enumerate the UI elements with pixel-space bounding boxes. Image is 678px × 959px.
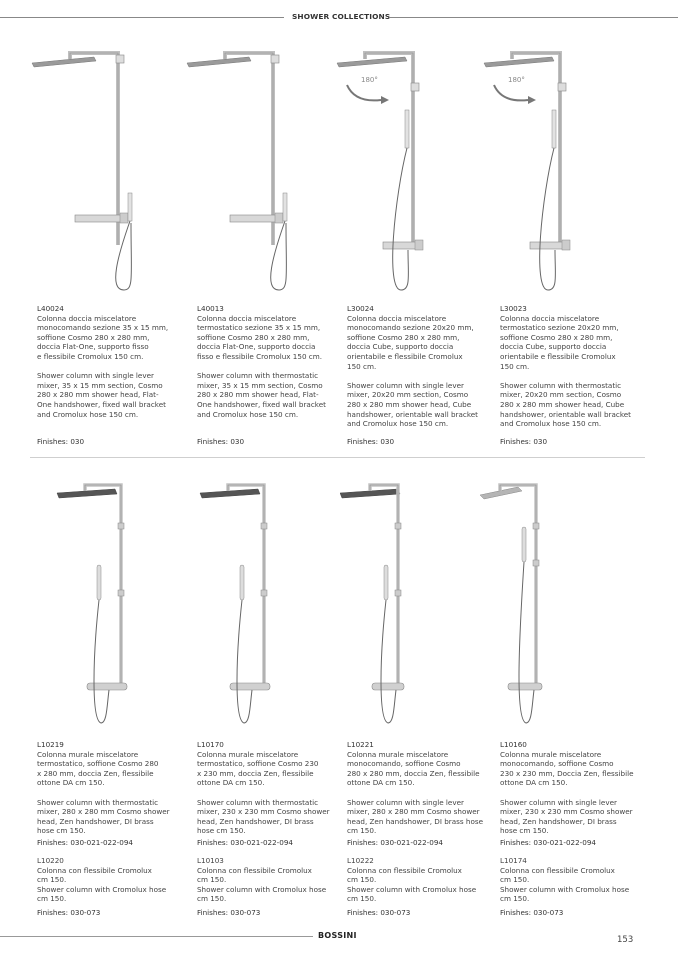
text-line: cm 150. [197, 894, 227, 904]
text-line: Shower column with single lever [37, 371, 154, 381]
text-line: monocomando, soffione Cosmo [500, 759, 614, 769]
text-line: monocomando sezione 35 x 15 mm, [37, 323, 169, 333]
mixer-handle [415, 240, 423, 250]
text-line: and Cromolux hose 150 cm. [37, 409, 139, 419]
text-line: Shower column with single lever [500, 797, 617, 807]
text-line: Colonna doccia miscelatore [500, 313, 600, 323]
shower-column-image [185, 45, 325, 295]
text-line: cm 150. [500, 894, 530, 904]
text-line: cm 150. [347, 875, 377, 885]
shower-arm [500, 485, 536, 685]
text-line: 280 x 280 mm shower head, Cube [347, 399, 472, 409]
text-line: mixer, 230 x 230 mm Cosmo shower [500, 807, 633, 817]
shower-arm-outline [228, 485, 264, 685]
text-line: mixer, 280 x 280 mm Cosmo shower [37, 807, 170, 817]
wall-bracket [533, 523, 539, 529]
product-description [197, 304, 337, 419]
shower-column-image [55, 465, 195, 730]
text-line: orientabile e flessibile Cromolux [500, 351, 616, 361]
product-code: L10170 [197, 740, 224, 749]
text-line: One handshower, fixed wall bracket [37, 399, 166, 409]
shower-column-image [30, 45, 170, 295]
finishes: Finishes: 030 [347, 437, 395, 446]
text-line: ottone DA cm 150. [347, 778, 415, 788]
wall-bracket [395, 523, 401, 529]
text-line: ottone DA cm 150. [197, 778, 265, 788]
handshower [405, 110, 409, 148]
text-line: and Cromolux hose 150 cm. [347, 419, 449, 429]
rotation-arrowhead-icon [381, 96, 389, 104]
wall-bracket [116, 55, 124, 63]
handshower [283, 193, 287, 221]
mixer [372, 683, 404, 690]
slider [395, 590, 401, 596]
header-rule-left [0, 17, 284, 18]
slider [118, 590, 124, 596]
mixer [75, 215, 126, 222]
text-line: Colonna con flessibile Cromolux [347, 865, 462, 875]
text-line: mixer, 280 x 280 mm Cosmo shower [347, 807, 480, 817]
mixer [230, 215, 281, 222]
text-line: doccia Cube, supporto doccia [500, 342, 607, 352]
text-line: orientabile e flessibile Cromolux [347, 351, 463, 361]
wall-bracket [558, 83, 566, 91]
handshower [97, 565, 101, 600]
product-code: L10160 [500, 740, 527, 749]
rotation-arrow-icon [494, 85, 528, 100]
text-line: Colonna murale miscelatore [500, 749, 602, 759]
hose [381, 600, 396, 723]
finishes: Finishes: 030 [37, 437, 85, 446]
text-line: hose cm 150. [37, 826, 86, 836]
text-line: head, Zen handshower, DI brass hose [347, 816, 484, 826]
product-description [347, 304, 487, 429]
shower-arm-outline [500, 485, 536, 685]
text-line: ottone DA cm 150. [37, 778, 105, 788]
text-line: mixer, 20x20 mm section, Cosmo [347, 390, 469, 400]
text-line: Shower column with single lever [347, 797, 464, 807]
text-line: mixer, 230 x 230 mm Cosmo shower [197, 807, 330, 817]
shower-arm [228, 485, 264, 685]
finishes: Finishes: 030-021-022-094 [500, 838, 596, 847]
text-line: soffione Cosmo 280 x 280 mm, [197, 332, 310, 342]
rotation-arrow-icon [347, 85, 381, 100]
text-line: 280 x 280 mm, doccia Zen, flessibile [347, 768, 480, 778]
mixer [508, 683, 542, 690]
handshower [240, 565, 244, 600]
text-line: Colonna con flessibile Cromolux [37, 865, 152, 875]
handshower [552, 110, 556, 148]
text-line: 150 cm. [347, 361, 377, 371]
product-description [347, 740, 487, 836]
shower-head [484, 57, 554, 67]
text-line: termostatico, soffione Cosmo 280 [37, 759, 159, 769]
mixer-handle [120, 213, 128, 223]
text-line: Shower column with Cromolux hose [37, 884, 167, 894]
footer-rule [0, 936, 313, 937]
text-line: monocomando sezione 20x20 mm, [347, 323, 474, 333]
handshower [384, 565, 388, 600]
wall-bracket [271, 55, 279, 63]
product-code: L40013 [197, 304, 224, 313]
text-line: soffione Cosmo 280 x 280 mm, [37, 332, 150, 342]
text-line: Colonna murale miscelatore [197, 749, 299, 759]
text-line: handshower, orientable wall bracket [500, 409, 631, 419]
text-line: fisso e flessibile Cromolux 150 cm. [197, 351, 323, 361]
text-line: termostatico sezione 20x20 mm, [500, 323, 619, 333]
text-line: soffione Cosmo 280 x 280 mm, [500, 332, 613, 342]
mixer [87, 683, 127, 690]
text-line: head, Zen handshower, DI brass [37, 816, 154, 826]
text-line: head, Zen handshower, DI brass [197, 816, 314, 826]
finishes: Finishes: 030 [197, 437, 245, 446]
text-line: and Cromolux hose 150 cm. [197, 409, 299, 419]
finishes: Finishes: 030 [500, 437, 548, 446]
shower-arm-outline [85, 485, 121, 685]
product-description [37, 304, 177, 419]
text-line: Shower column with thermostatic [197, 797, 319, 807]
shower-arm [85, 485, 121, 685]
alt-finishes: Finishes: 030-073 [500, 908, 564, 917]
brand-logo: BOSSINI [318, 931, 357, 940]
hose [540, 148, 556, 290]
text-line: Colonna doccia miscelatore [37, 313, 137, 323]
text-line: Colonna con flessibile Cromolux [197, 865, 312, 875]
product-description [500, 740, 640, 836]
section-title: SHOWER COLLECTIONS [292, 12, 391, 21]
product-description [500, 304, 640, 429]
text-line: ottone DA cm 150. [500, 778, 568, 788]
alt-product-code: L10103 [197, 856, 224, 865]
wall-bracket [411, 83, 419, 91]
alt-product-description [197, 856, 337, 904]
text-line: Colonna con flessibile Cromolux [500, 865, 615, 875]
product-code: L40024 [37, 304, 64, 313]
shower-column-image [478, 465, 618, 730]
finishes: Finishes: 030-021-022-094 [347, 838, 443, 847]
hose [519, 562, 534, 723]
text-line: 280 x 280 mm shower head, Flat- [197, 390, 319, 400]
alt-product-code: L10220 [37, 856, 64, 865]
row-divider [30, 457, 645, 458]
text-line: termostatico, soffione Cosmo 230 [197, 759, 319, 769]
text-line: Shower column with single lever [347, 380, 464, 390]
alt-product-description [347, 856, 487, 904]
shower-head [57, 489, 117, 498]
text-line: cm 150. [197, 875, 227, 885]
mixer [230, 683, 270, 690]
shower-column-image [482, 45, 622, 295]
text-line: head, Zen handshower, DI brass [500, 816, 617, 826]
finishes: Finishes: 030-021-022-094 [197, 838, 293, 847]
text-line: x 230 mm, doccia Zen, flessibile [197, 768, 314, 778]
text-line: doccia Flat-One, supporto doccia [197, 342, 316, 352]
text-line: doccia Flat-One, supporto fisso [37, 342, 149, 352]
alt-finishes: Finishes: 030-073 [37, 908, 101, 917]
text-line: Shower column with Cromolux hose [197, 884, 327, 894]
text-line: mixer, 35 x 15 mm section, Cosmo [37, 380, 163, 390]
page-number: 153 [617, 935, 634, 945]
alt-finishes: Finishes: 030-073 [197, 908, 261, 917]
text-line: Colonna murale miscelatore [347, 749, 449, 759]
text-line: One handshower, fixed wall bracket [197, 399, 326, 409]
alt-product-code: L10174 [500, 856, 527, 865]
text-line: x 280 mm, doccia Zen, flessibile [37, 768, 154, 778]
text-line: 230 x 230 mm, Doccia Zen, flessibile [500, 768, 634, 778]
text-line: mixer, 35 x 15 mm section, Cosmo [197, 380, 323, 390]
text-line: cm 150. [347, 894, 377, 904]
text-line: hose cm 150. [197, 826, 246, 836]
handshower [128, 193, 132, 221]
product-code: L10219 [37, 740, 64, 749]
shower-column-image [335, 45, 475, 295]
shower-column-image [198, 465, 338, 730]
text-line: 280 x 280 mm shower head, Cube [500, 399, 625, 409]
text-line: soffione Cosmo 280 x 280 mm, [347, 332, 460, 342]
text-line: Colonna doccia miscelatore [197, 313, 297, 323]
handshower [522, 527, 526, 562]
text-line: Shower column with Cromolux hose [500, 884, 630, 894]
rotation-label: 180° [508, 76, 525, 84]
text-line: termostatico sezione 35 x 15 mm, [197, 323, 321, 333]
alt-product-description [500, 856, 640, 904]
text-line: 150 cm. [500, 361, 530, 371]
text-line: Shower column with thermostatic [197, 371, 319, 381]
header-rule-right [390, 17, 678, 18]
text-line: Colonna murale miscelatore [37, 749, 139, 759]
finishes: Finishes: 030-021-022-094 [37, 838, 133, 847]
alt-finishes: Finishes: 030-073 [347, 908, 411, 917]
shower-head [32, 57, 96, 67]
product-description [37, 740, 177, 836]
text-line: and Cromolux hose 150 cm. [500, 419, 602, 429]
text-line: 280 x 280 mm shower head, Flat- [37, 390, 159, 400]
text-line: cm 150. [37, 875, 67, 885]
mixer-handle [562, 240, 570, 250]
text-line: monocomando, soffione Cosmo [347, 759, 461, 769]
product-code: L30023 [500, 304, 527, 313]
text-line: cm 150. [347, 826, 377, 836]
wall-bracket [261, 523, 267, 529]
wall-bracket [118, 523, 124, 529]
product-description [197, 740, 337, 836]
shower-head [337, 57, 407, 67]
text-line: cm 150. [500, 875, 530, 885]
shower-head [200, 489, 260, 498]
alt-product-description [37, 856, 177, 904]
product-code: L30024 [347, 304, 374, 313]
hose [94, 600, 109, 723]
slider [261, 590, 267, 596]
text-line: Shower column with thermostatic [500, 380, 622, 390]
hose [237, 600, 252, 723]
rotation-label: 180° [361, 76, 378, 84]
alt-product-code: L10222 [347, 856, 374, 865]
text-line: doccia Cube, supporto doccia [347, 342, 454, 352]
rotation-arrowhead-icon [528, 96, 536, 104]
mixer-handle [275, 213, 283, 223]
shower-column-image [340, 465, 480, 730]
text-line: Shower column with Cromolux hose [347, 884, 477, 894]
hose [393, 148, 409, 290]
text-line: hose cm 150. [500, 826, 549, 836]
text-line: mixer, 20x20 mm section, Cosmo [500, 390, 622, 400]
text-line: Shower column with thermostatic [37, 797, 159, 807]
text-line: handshower, orientable wall bracket [347, 409, 478, 419]
text-line: e flessibile Cromolux 150 cm. [37, 351, 144, 361]
slider [533, 560, 539, 566]
product-code: L10221 [347, 740, 374, 749]
text-line: Colonna doccia miscelatore [347, 313, 447, 323]
text-line: cm 150. [37, 894, 67, 904]
shower-head [187, 57, 251, 67]
